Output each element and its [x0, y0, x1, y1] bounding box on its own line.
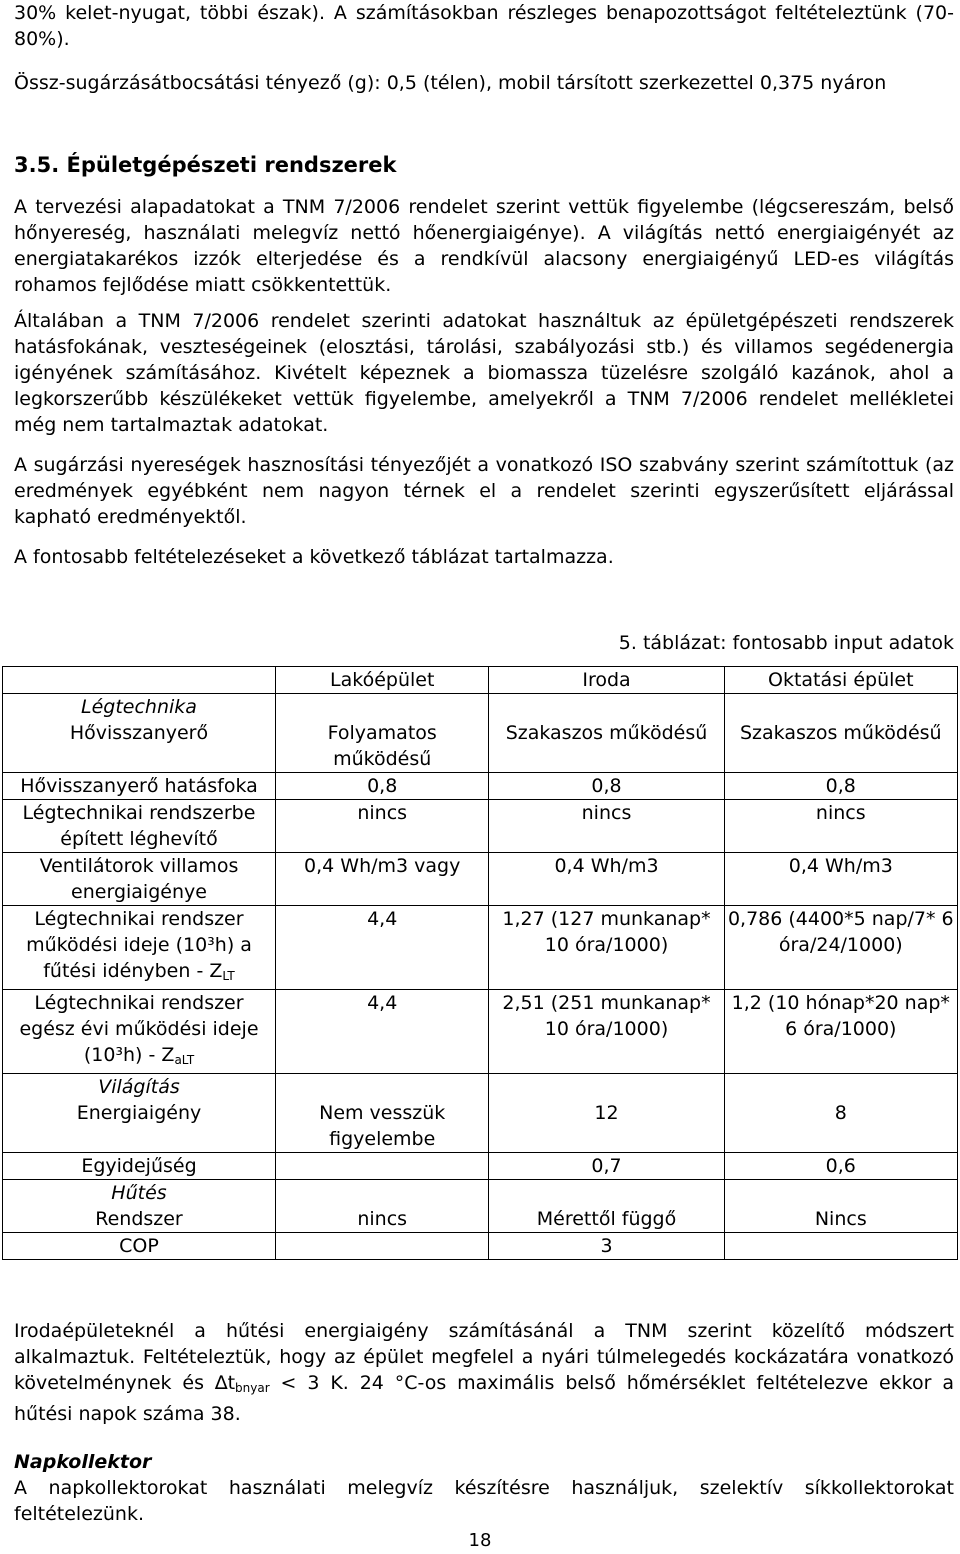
table-row [3, 853, 958, 906]
table-cell: 8 [724, 1100, 957, 1153]
table-cell: nincs [489, 800, 724, 853]
table-cell: nincs [275, 800, 488, 853]
row-label: COP [3, 1233, 276, 1260]
table-cell: 4,4 [275, 990, 488, 1074]
table-cell: 0,8 [489, 773, 724, 800]
section-paragraph-4: A fontosabb feltételezéseket a következő táblázat tartalmazza. [14, 546, 614, 568]
row-label: Ventilátorok villamos energiaigénye [3, 853, 276, 906]
table-cell: 0,4 Wh/m3 vagy [275, 853, 488, 906]
intro-paragraph-2: Össz-sugárzásátbocsátási tényező (g): 0,5 (télen), mobil társított szerkezettel 0,375 nyáron [14, 72, 887, 94]
category-label: Légtechnika [3, 694, 276, 721]
input-data-table [2, 666, 958, 1260]
category-label: Hűtés [3, 1180, 276, 1207]
table-cell: 0,4 Wh/m3 [489, 853, 724, 906]
row-label: Hővisszanyerő [3, 720, 276, 773]
table-cell: Szakaszos működésű [724, 720, 957, 773]
table-cell: 1,27 (127 munkanap* 10 óra/1000) [489, 906, 724, 990]
section-heading: 3.5. Épületgépészeti rendszerek [14, 153, 397, 177]
table-caption: 5. táblázat: fontosabb input adatok [618, 632, 954, 654]
row-label: Hővisszanyerő hatásfoka [3, 773, 276, 800]
document-page [14, 0, 954, 1527]
cooling-text-b: < 3 K. 24 °C-os maximális belső hőmérséklet feltételezve ekkor a hűtési napok száma 38. [14, 1372, 954, 1425]
section-paragraph-1: A tervezési alapadatokat a TNM 7/2006 rendelet szerint vettük figyelembe (légcsereszám, belső hőnyereség, használati melegvíz nettó hőenergiaigénye). A világítás nettó energiaigényét az energiatakarékos izzók elterjedése és a rendkívül alacsony energiaigényű LED-es világítás rohamos fejlődése miatt csökkentettük. [14, 196, 954, 296]
row-label-text: Légtechnikai rendszer működési ideje (10³h) a fűtési idényben - Z [26, 908, 252, 982]
table-cell: 2,51 (251 munkanap* 10 óra/1000) [489, 990, 724, 1074]
table-row [3, 800, 958, 853]
row-label-subscript: LT [222, 969, 235, 983]
table-cell: 0,8 [724, 773, 957, 800]
table-cell: nincs [724, 800, 957, 853]
row-label: Energiaigény [3, 1100, 276, 1153]
table-cell: 0,8 [275, 773, 488, 800]
table-cell [275, 1153, 488, 1180]
table-cell: 0,4 Wh/m3 [724, 853, 957, 906]
cooling-text-a: Irodaépületeknél a hűtési energiaigény számításánál a TNM szerint közelítő módszert alkalmaztuk. Feltételeztük, hogy az épület megfelel a nyári túlmelegedés kockázatára vonatkozó követelménynek és ∆t [14, 1320, 954, 1394]
table-header-cell: Lakóépület [275, 667, 488, 694]
table-cell [724, 1233, 957, 1260]
table-cell: 1,2 (10 hónap*20 nap* 6 óra/1000) [724, 990, 957, 1074]
table-cell: 0,6 [724, 1153, 957, 1180]
table-category-row [3, 1180, 958, 1207]
table-row [3, 773, 958, 800]
table-row [3, 1233, 958, 1260]
cooling-paragraph [14, 1318, 954, 1427]
table-row [3, 1206, 958, 1233]
table-header-cell: Oktatási épület [724, 667, 957, 694]
table-cell: Nem vesszük figyelembe [275, 1100, 488, 1153]
row-label [3, 990, 276, 1074]
table-header-row [3, 667, 958, 694]
category-label: Világítás [3, 1074, 276, 1101]
row-label-subscript: aLT [174, 1053, 195, 1067]
page-number: 18 [468, 1530, 492, 1551]
row-label [3, 906, 276, 990]
section-paragraph-3: A sugárzási nyereségek hasznosítási tényezőjét a vonatkozó ISO szabvány szerint számítottuk (az eredmények egyébként nem nagyon térnek el a rendelet szerinti egyszerűsített eljárással kapható eredményektől. [14, 454, 954, 528]
table-header-cell: Iroda [489, 667, 724, 694]
napkollektor-heading: Napkollektor [14, 1451, 152, 1473]
table-row [3, 1100, 958, 1153]
table-row [3, 990, 958, 1074]
napkollektor-paragraph: A napkollektorokat használati melegvíz készítésre használjuk, szelektív síkkollektorokat feltételezünk. [14, 1477, 954, 1525]
table-cell: Nincs [724, 1206, 957, 1233]
table-row [3, 906, 958, 990]
table-cell: 4,4 [275, 906, 488, 990]
row-label: Légtechnikai rendszerbe épített léghevítő [3, 800, 276, 853]
table-cell: 3 [489, 1233, 724, 1260]
table-cell: Szakaszos működésű [489, 720, 724, 773]
after-table-section [14, 1318, 954, 1527]
table-category-row [3, 694, 958, 721]
table-cell: 0,7 [489, 1153, 724, 1180]
table-cell: Folyamatos működésű [275, 720, 488, 773]
table-category-row [3, 1074, 958, 1101]
row-label: Rendszer [3, 1206, 276, 1233]
row-label: Egyidejűség [3, 1153, 276, 1180]
table-cell [275, 1233, 488, 1260]
cooling-subscript: bnyar [235, 1381, 270, 1395]
table-cell: 12 [489, 1100, 724, 1153]
table-row [3, 720, 958, 773]
table-cell: Mérettől függő [489, 1206, 724, 1233]
table-header-cell [3, 667, 276, 694]
section-paragraph-2: Általában a TNM 7/2006 rendelet szerinti adatokat használtuk az épületgépészeti rendszerek hatásfokának, veszteségeinek (elosztási, tárolási, szabályozási stb.) és villamos segédenergia igényének számításához. Kivételt képeznek a biomassza tüzelésre szolgáló kazánok, ahol a legkorszerűbb készülékeket vettük figyelembe, amelyekről a TNM 7/2006 rendelet mellékletei még nem tartalmaztak adatokat. [14, 310, 954, 436]
table-cell: 0,786 (4400*5 nap/7* 6 óra/24/1000) [724, 906, 957, 990]
intro-paragraph-1: 30% kelet-nyugat, többi észak). A számításokban részleges benapozottságot feltételeztünk (70-80%). [14, 2, 954, 50]
table-cell: nincs [275, 1206, 488, 1233]
table-row [3, 1153, 958, 1180]
row-label-text: Légtechnikai rendszer egész évi működési ideje (10³h) - Z [19, 992, 259, 1066]
